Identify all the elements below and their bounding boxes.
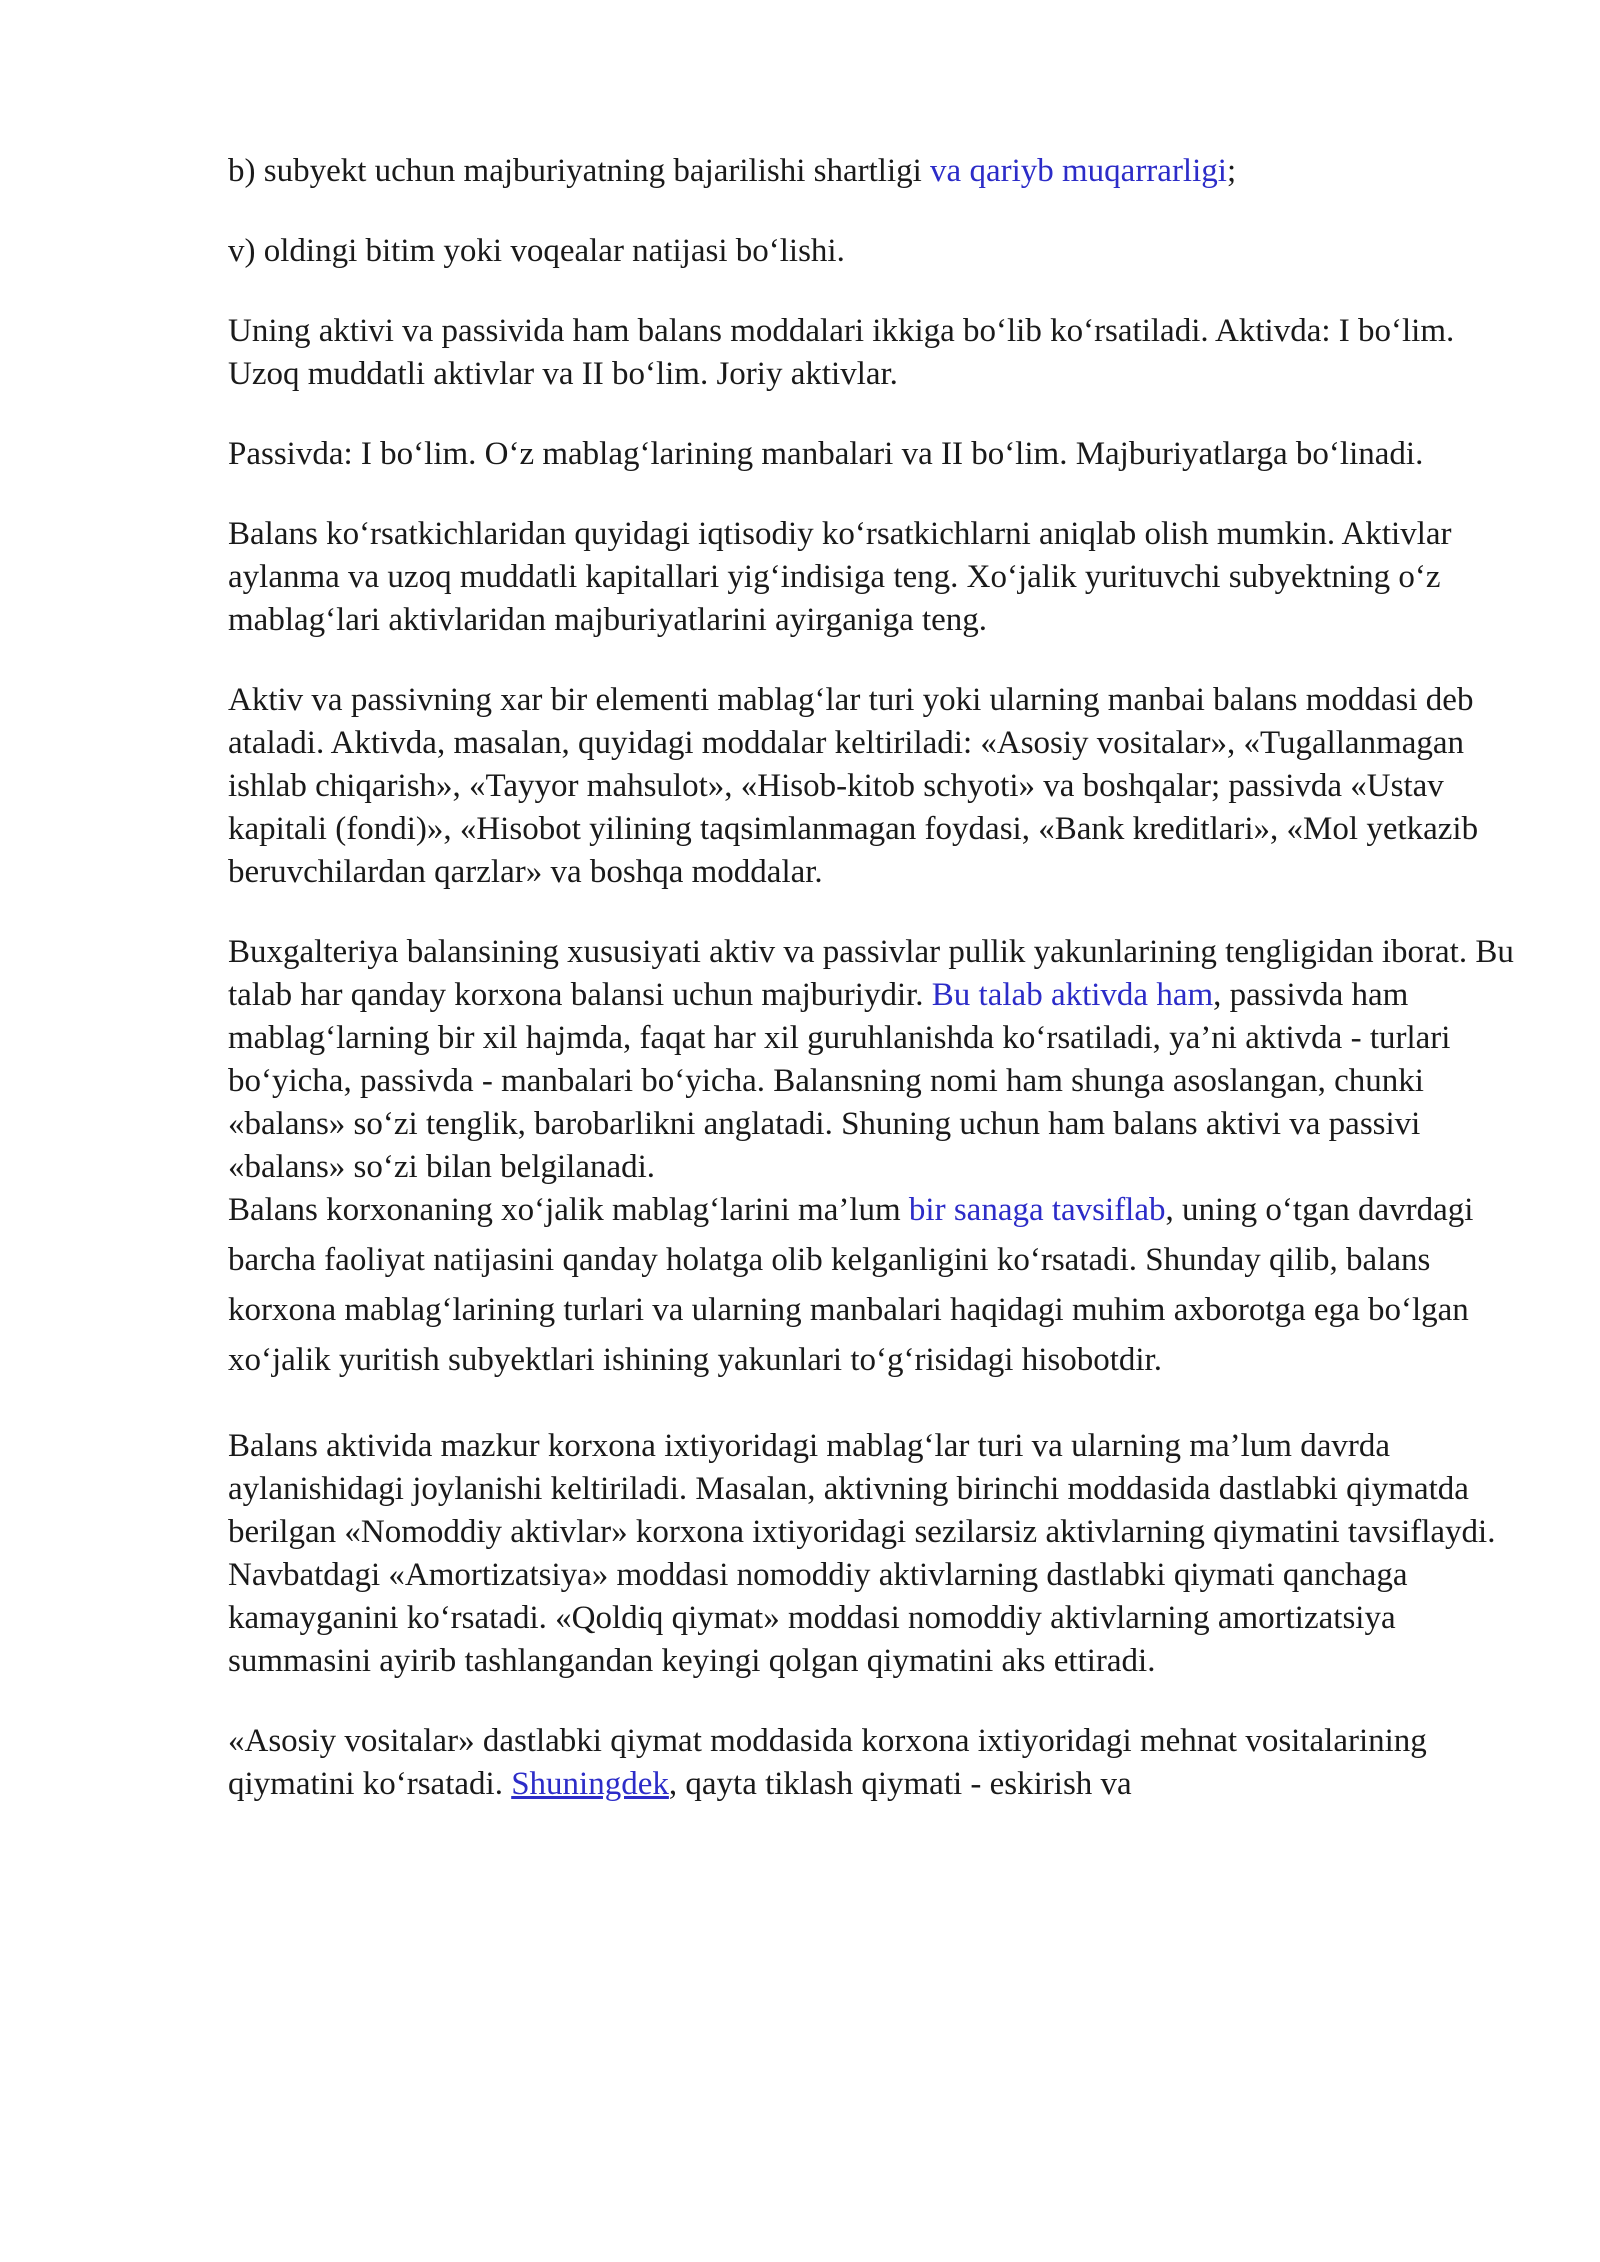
paragraph-fixed-assets (228, 1720, 1518, 1806)
paragraph-text: , qayta tiklash qiymati - eskirish va (668, 1766, 1132, 1802)
shuningdek-link[interactable]: Shuningdek (511, 1766, 669, 1802)
paragraph-text: Balans korxonaning xo‘jalik mablag‘larini ma’lum (228, 1192, 909, 1228)
paragraph-balance-equality (228, 931, 1518, 1189)
paragraph-text: , uning o‘tgan davrdagi barcha faoliyat natijasini qanday holatga olib kelganligini ko‘rsatadi. Shunday qilib, balans korxona mablag‘larining turlari va ularning manbalari haqidagi muhim axborotga ega bo‘lgan xo‘jalik yuritish subyektlari ishining yakunlari to‘g‘risidagi hisobotdir. (228, 1192, 1474, 1378)
highlighted-phrase: Bu talab aktivda ham (931, 977, 1214, 1013)
paragraph-text: , passivda ham mablag‘larning bir xil hajmda, faqat har xil guruhlanishda ko‘rsatiladi, ya’ni aktivda - turlari bo‘yicha, passivda - manbalari bo‘yicha. Balansning nomi ham shunga asoslangan, chunki «balans» so‘zi tenglik, barobarlikni anglatadi. Shuning uchun ham balans aktivi va passivi «balans» so‘zi bilan belgilanadi. (228, 977, 1451, 1185)
paragraph-intangible-assets: Balans aktivida mazkur korxona ixtiyoridagi mablag‘lar turi va ularning ma’lum davrda aylanishidagi joylanishi keltiriladi. Masalan, aktivning birinchi moddasida dastlabki qiymatda berilgan «Nomoddiy aktivlar» korxona ixtiyoridagi sezilarsiz aktivlarning qiymatini tavsiflaydi. Navbatdagi «Amortizatsiya» moddasi nomoddiy aktivlarning dastlabki qiymati qanchaga kamayganini ko‘rsatadi. «Qoldiq qiymat» moddasi nomoddiy aktivlarning amortizatsiya summasini ayirib tashlangandan keyingi qolgan qiymatini aks ettiradi. (228, 1428, 1496, 1679)
document-body (228, 150, 1518, 1843)
paragraph-text: b) subyekt uchun majburiyatning bajarilishi shartligi (228, 153, 931, 189)
paragraph-liability-sections: Passivda: I bo‘lim. O‘z mablag‘larining manbalari va II bo‘lim. Majburiyatlarga bo‘linadi. (228, 436, 1424, 472)
paragraph-balance-indicators: Balans ko‘rsatkichlaridan quyidagi iqtisodiy ko‘rsatkichlarni aniqlab olish mumkin. Aktivlar aylanma va uzoq muddatli kapitallari yig‘indisiga teng. Xo‘jalik yurituvchi subyektning o‘z mablag‘lari aktivlaridan majburiyatlarini ayirganiga teng. (228, 516, 1452, 638)
paragraph-asset-liability-sections: Uning aktivi va passivida ham balans moddalari ikkiga bo‘lib ko‘rsatiladi. Aktivda: I bo‘lim. Uzoq muddatli aktivlar va II bo‘lim. Joriy aktivlar. (228, 313, 1455, 392)
highlighted-phrase: bir sanaga tavsiflab (908, 1192, 1166, 1228)
paragraph-text: ; (1226, 153, 1237, 189)
paragraph-subject-obligation (228, 150, 1518, 193)
paragraph-text: Buxgalteriya balansining xususiyati aktiv va passivlar pullik yakunlarining tengligidan iborat. Bu talab har qanday korxona balansi uchun majburiydir. (228, 934, 1514, 1013)
paragraph-balance-items: Aktiv va passivning xar bir elementi mablag‘lar turi yoki ularning manbai balans moddasi deb ataladi. Aktivda, masalan, quyidagi moddalar keltiriladi: «Asosiy vositalar», «Tugallanmagan ishlab chiqarish», «Tayyor mahsulot», «Hisob-kitob schyoti» va boshqalar; passivda «Ustav kapitali (fondi)», «Hisobot yilining taqsimlanmagan foydasi, «Bank kreditlari», «Mol yetkazib beruvchilardan qarzlar» va boshqa moddalar. (228, 682, 1479, 890)
highlighted-phrase: va qariyb muqarrarligi (930, 153, 1227, 189)
paragraph-previous-transactions: v) oldingi bitim yoki voqealar natijasi bo‘lishi. (228, 233, 845, 269)
paragraph-text: «Asosiy vositalar» dastlabki qiymat moddasida korxona ixtiyoridagi mehnat vositalarining qiymatini ko‘rsatadi. (228, 1723, 1427, 1802)
paragraph-balance-report (228, 1185, 1518, 1385)
